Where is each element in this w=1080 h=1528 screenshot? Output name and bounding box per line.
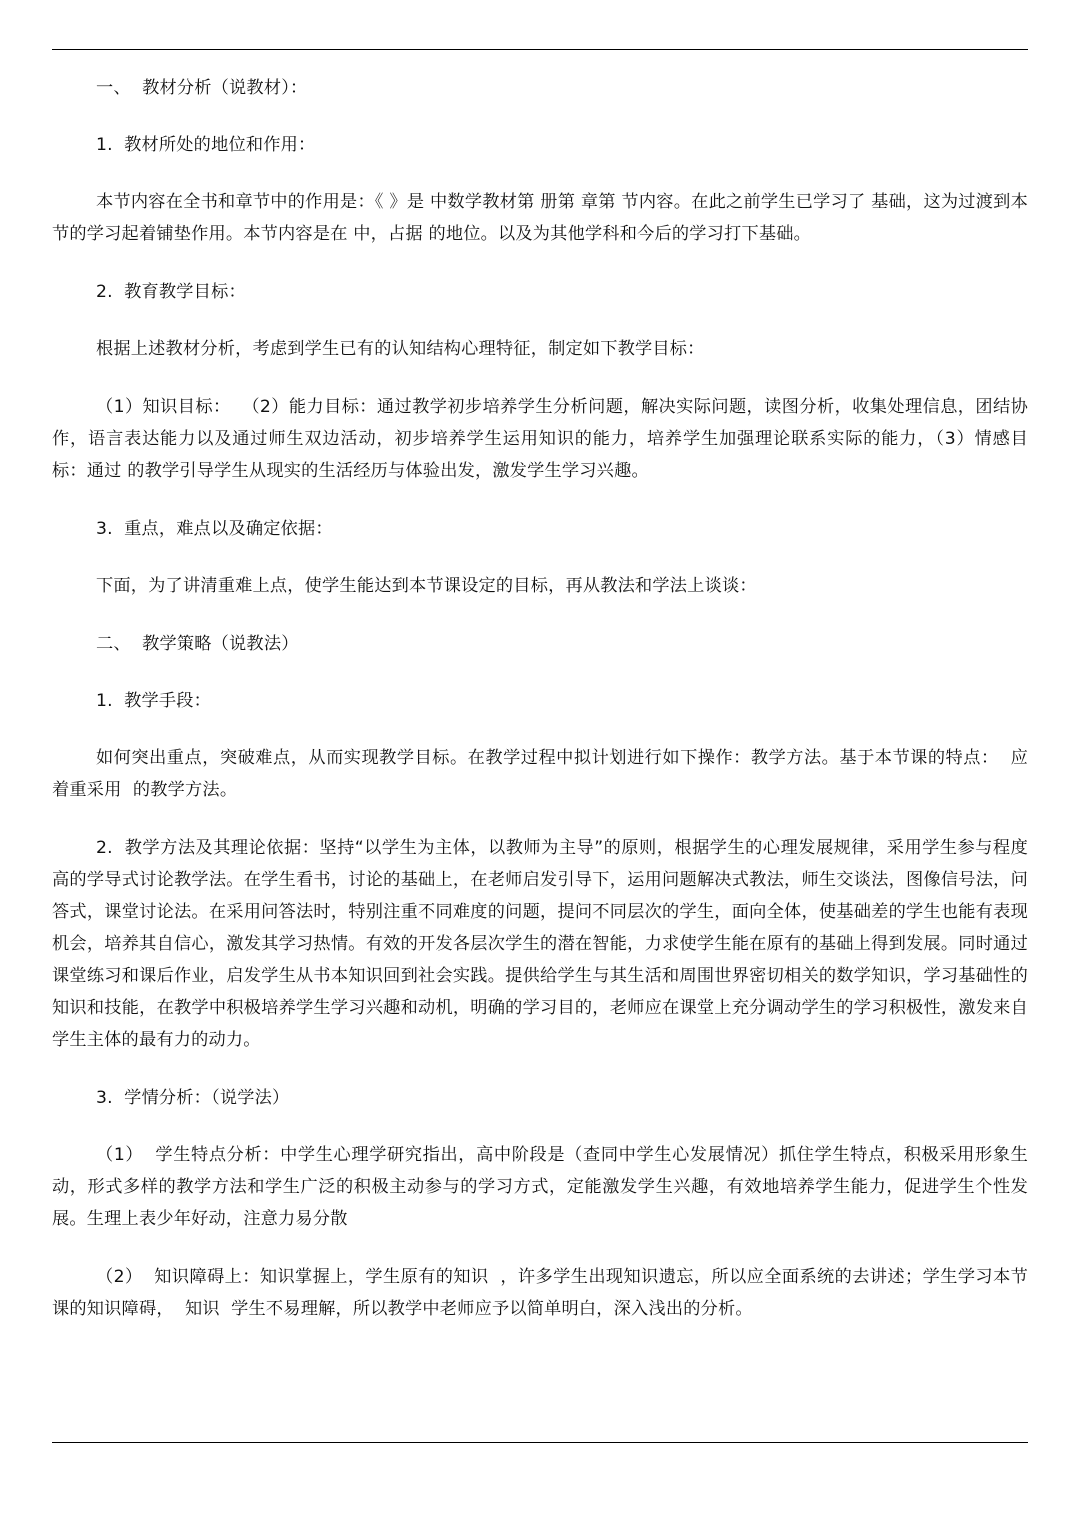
section-1-2-intro: 根据上述教材分析，考虑到学生已有的认知结构心理特征，制定如下教学目标： bbox=[96, 339, 705, 359]
header-rule bbox=[52, 49, 1028, 50]
document-body bbox=[52, 72, 1028, 1351]
section-2-2-paragraph: 2. 教学方法及其理论依据：坚持“以学生为主体，以教师为主导”的原则，根据学生的心理发展规律，采用学生参与程度高的学导式讨论教学法。在学生看书，讨论的基础上，在老师启发引导下，运用问题解决式教法，师生交谈法，图像信号法，问答式，课堂讨论法。在采用问答法时，特别注重不同难度的问题，提问不同层次的学生，面向全体，使基础差的学生也能有表现机会，培养其自信心，激发其学习热情。有效的开发各层次学生的潜在智能，力求使学生能在原有的基础上得到发展。同时通过课堂练习和课后作业，启发学生从书本知识回到社会实践。提供给学生与其生活和周围世界密切相关的数学知识，学习基础性的知识和技能，在教学中积极培养学生学习兴趣和动机，明确的学习目的，老师应在课堂上充分调动学生的学习积极性，激发来自学生主体的最有力的动力。 bbox=[52, 838, 1028, 1050]
section-1-1-paragraph: 本节内容在全书和章节中的作用是：《 》是 中数学教材第 册第 章第 节内容。在此之前学生已学习了 基础，这为过渡到本节的学习起着铺垫作用。本节内容是在 中，占据 的地位。以及为其他学科和今后的学习打下基础。 bbox=[52, 192, 1028, 244]
section-1-2-objectives: （1）知识目标： （2）能力目标：通过教学初步培养学生分析问题，解决实际问题，读图分析，收集处理信息，团结协作，语言表达能力以及通过师生双边活动，初步培养学生运用知识的能力，培养学生加强理论联系实际的能力，（3）情感目标：通过 的教学引导学生从现实的生活经历与体验出发，激发学生学习兴趣。 bbox=[52, 397, 1028, 481]
section-1-heading: 一、 教材分析（说教材）： bbox=[96, 78, 308, 98]
section-2-1-heading: 1. 教学手段： bbox=[96, 691, 212, 711]
section-2-heading: 二、 教学策略（说教法） bbox=[96, 634, 299, 654]
section-1-3-paragraph: 下面，为了讲清重难上点，使学生能达到本节课设定的目标，再从教法和学法上谈谈： bbox=[96, 576, 757, 596]
section-2-3-knowledge-obstacles: （2） 知识障碍上：知识掌握上，学生原有的知识 ，许多学生出现知识遗忘，所以应全面系统的去讲述；学生学习本节课的知识障碍， 知识 学生不易理解，所以教学中老师应予以简单明白，深入浅出的分析。 bbox=[52, 1267, 1028, 1319]
section-2-3-student-traits: （1） 学生特点分析：中学生心理学研究指出，高中阶段是（查同中学生心发展情况）抓住学生特点，积极采用形象生动，形式多样的教学方法和学生广泛的积极主动参与的学习方式，定能激发学生兴趣，有效地培养学生能力，促进学生个性发展。生理上表少年好动，注意力易分散 bbox=[52, 1145, 1028, 1229]
section-1-2-heading: 2. 教育教学目标： bbox=[96, 282, 246, 302]
section-2-1-paragraph: 如何突出重点，突破难点，从而实现教学目标。在教学过程中拟计划进行如下操作：教学方法。基于本节课的特点： 应着重采用 的教学方法。 bbox=[52, 748, 1028, 800]
footer-rule bbox=[52, 1442, 1028, 1443]
section-1-1-heading: 1. 教材所处的地位和作用： bbox=[96, 135, 316, 155]
section-1-3-heading: 3. 重点，难点以及确定依据： bbox=[96, 519, 333, 539]
section-2-3-heading: 3. 学情分析：（说学法） bbox=[96, 1088, 290, 1108]
